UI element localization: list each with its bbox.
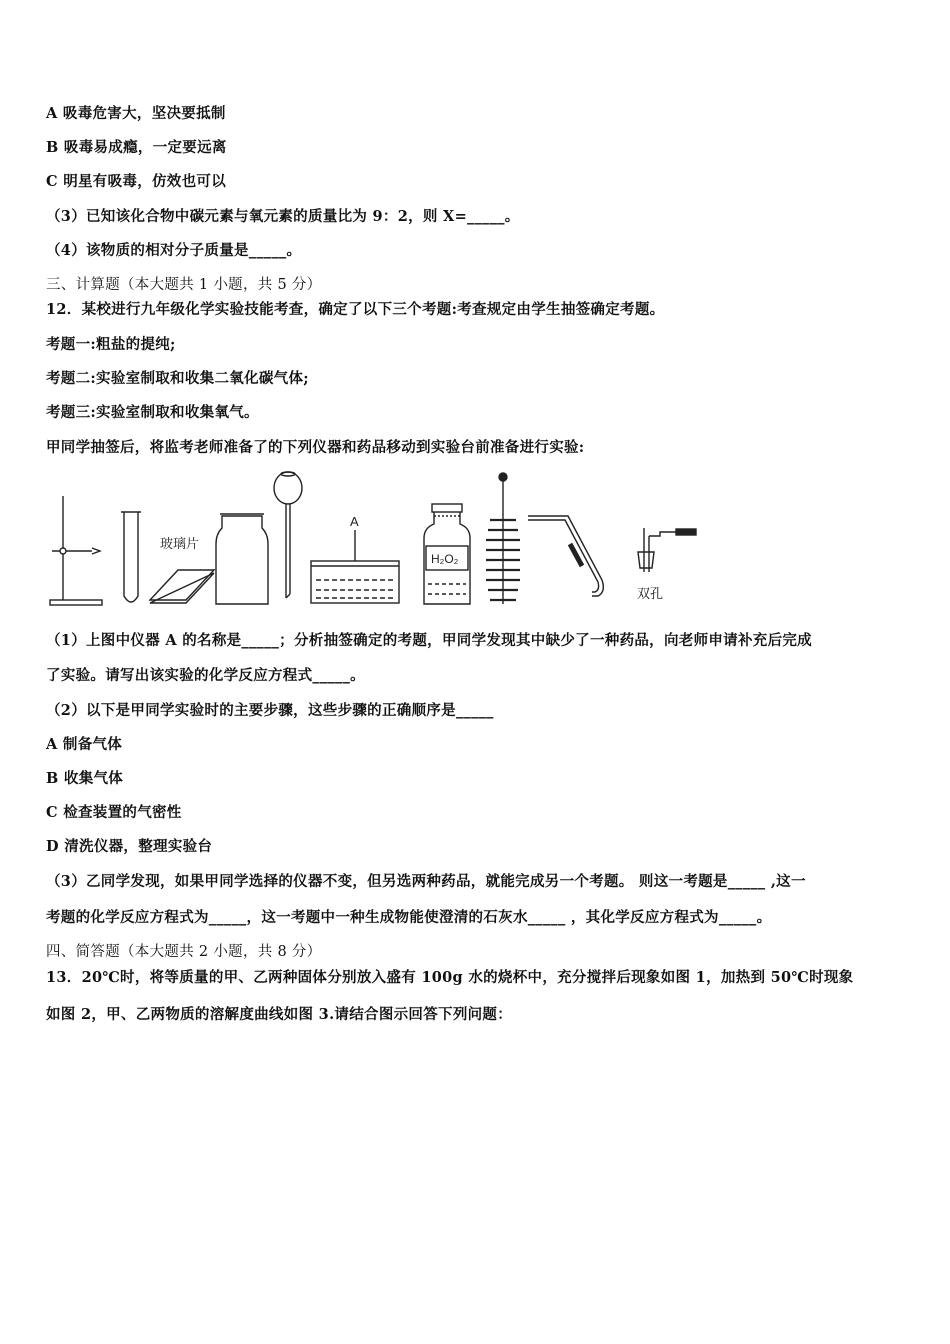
glass-slide-label: 玻璃片 <box>160 536 200 551</box>
question-12-stem: 12．某校进行九年级化学实验技能考查，确定了以下三个考题:考查规定由学生抽签确定考题。 <box>46 301 665 318</box>
option-c-drug: C 明星有吸毒，仿效也可以 <box>46 173 226 190</box>
section-3-heading: 三、计算题（本大题共 1 小题，共 5 分） <box>46 277 322 293</box>
apparatus-a-label: A <box>350 514 359 529</box>
double-hole-stopper <box>638 528 696 572</box>
step-a: A 制备气体 <box>46 736 123 753</box>
test-tube <box>121 512 141 602</box>
question-12-intro: 甲同学抽签后，将监考老师准备了的下列仪器和药品移动到实验台前准备进行实验: <box>46 439 585 456</box>
question-12-part3-a: （3）乙同学发现，如果甲同学选择的仪器不变，但另选两种药品，就能完成另一个考题。 则这一考题是_____ ,这一 <box>46 873 806 890</box>
bent-glass-tube <box>528 516 603 596</box>
h2o2-label: H₂O₂ <box>431 552 459 566</box>
step-c: C 检查装置的气密性 <box>46 804 182 821</box>
section-4-heading: 四、简答题（本大题共 2 小题，共 8 分） <box>46 944 322 960</box>
long-neck-funnel <box>274 472 302 598</box>
step-d: D 清洗仪器，整理实验台 <box>46 838 213 855</box>
question-12-part3-b: 考题的化学反应方程式为_____，这一考题中一种生成物能使澄清的石灰水_____ ，其化学反应方程式为_____。 <box>46 909 772 926</box>
iron-stand <box>50 496 102 605</box>
water-trough <box>311 530 399 603</box>
question-11-part4: （4）该物质的相对分子质量是_____。 <box>46 242 302 259</box>
question-13-stem-a: 13．20℃时，将等质量的甲、乙两种固体分别放入盛有 100g 水的烧杯中，充分搅拌后现象如图 1，加热到 50℃时现象 <box>46 969 854 986</box>
step-b: B 收集气体 <box>46 770 124 787</box>
question-12-part1-a: （1）上图中仪器 A 的名称是_____；分析抽签确定的考题，甲同学发现其中缺少了一种药品，向老师申请补充后完成 <box>46 632 812 649</box>
topic-3: 考题三:实验室制取和收集氧气。 <box>46 404 259 421</box>
question-13-stem-b: 如图 2，甲、乙两物质的溶解度曲线如图 3.请结合图示回答下列问题： <box>46 1006 513 1023</box>
option-b-drug: B 吸毒易成瘾，一定要远离 <box>46 139 227 156</box>
glass-slide <box>150 570 214 603</box>
lab-apparatus-figure <box>40 468 720 616</box>
question-12-part1-b: 了实验。请写出该实验的化学反应方程式_____。 <box>46 667 365 684</box>
double-hole-label: 双孔 <box>637 586 664 601</box>
topic-2: 考题二:实验室制取和收集二氧化碳气体; <box>46 370 309 387</box>
gas-jar <box>216 514 268 604</box>
option-a-drug: A 吸毒危害大，坚决要抵制 <box>46 105 226 122</box>
topic-1: 考题一:粗盐的提纯; <box>46 336 176 353</box>
test-tube-brush <box>486 473 520 604</box>
question-12-part2: （2）以下是甲同学实验时的主要步骤，这些步骤的正确顺序是_____ <box>46 702 494 719</box>
question-11-part3: （3）已知该化合物中碳元素与氧元素的质量比为 9：2，则 X=_____。 <box>46 208 520 225</box>
